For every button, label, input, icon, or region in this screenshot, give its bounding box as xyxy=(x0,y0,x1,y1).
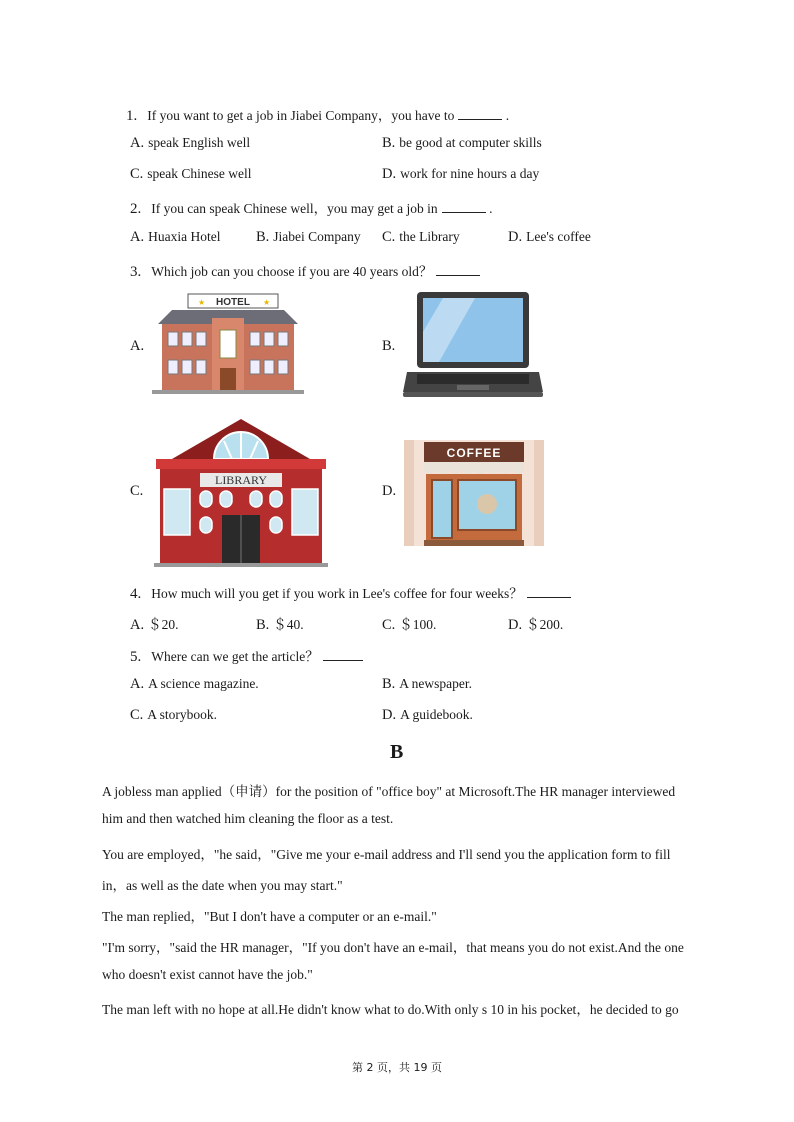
passage-line: who doesn't exist cannot have the job." xyxy=(102,967,313,982)
option-4c[interactable]: C. ＄100. xyxy=(382,617,437,633)
answer-blank xyxy=(442,200,486,213)
question-number: 4. xyxy=(130,586,142,602)
option-1a[interactable]: A. speak English well xyxy=(130,135,251,151)
page-footer: 第 2 页，共 19 页 xyxy=(352,1061,442,1074)
option-1c[interactable]: C. speak Chinese well xyxy=(130,166,252,182)
question-text: Where can we get the article？ xyxy=(151,649,319,664)
option-2b[interactable]: B. Jiabei Company xyxy=(256,229,361,245)
passage-line: him and then watched him cleaning the floor as a test. xyxy=(102,811,394,826)
option-3d[interactable]: D. xyxy=(382,483,397,499)
question-2-stem: 2. If you can speak Chinese well，you may get a job in . xyxy=(130,201,493,217)
library-image xyxy=(154,419,328,567)
question-3-stem xyxy=(130,260,480,281)
answer-blank xyxy=(323,648,363,661)
question-number: 5. xyxy=(130,649,142,665)
option-4d[interactable]: D. ＄200. xyxy=(508,617,564,633)
option-3c[interactable]: C. xyxy=(130,483,144,499)
option-2c[interactable]: C. the Library xyxy=(382,229,460,245)
passage-line: The man replied，"But I don't have a computer or an e-mail." xyxy=(102,909,437,924)
passage-line: The man left with no hope at all.He didn't know what to do.With only s 10 in his pocket，he decided to go xyxy=(102,1002,679,1017)
passage-line: A jobless man applied（申请）for the position of "office boy" at Microsoft.The HR manager interviewed xyxy=(102,784,676,799)
question-text: If you want to get a job in Jiabei Company，you have to xyxy=(147,108,455,123)
laptop-image xyxy=(403,292,543,400)
svg-text:★: ★ xyxy=(263,298,271,307)
option-4a[interactable]: A. ＄20. xyxy=(130,617,179,633)
question-number: 3. xyxy=(130,264,142,280)
question-text: Which job can you choose if you are 40 years old？ xyxy=(151,264,433,279)
svg-text:★: ★ xyxy=(198,298,206,307)
option-5b[interactable]: B. A newspaper. xyxy=(382,676,473,692)
option-1b[interactable]: B. be good at computer skills xyxy=(382,135,542,151)
library-sign-text: LIBRARY xyxy=(214,473,268,487)
question-5-stem xyxy=(130,645,363,666)
question-1-stem: 1. If you want to get a job in Jiabei Company，you have to . xyxy=(126,108,510,124)
option-5c[interactable]: C. A storybook. xyxy=(130,707,218,723)
option-5d[interactable]: D. A guidebook. xyxy=(382,707,473,723)
section-b-heading: B xyxy=(390,741,404,763)
question-number: 2. xyxy=(130,201,142,217)
question-4-stem xyxy=(130,582,571,603)
option-3b[interactable]: B. xyxy=(382,338,396,354)
question-text: How much will you get if you work in Lee's coffee for four weeks？ xyxy=(151,586,523,601)
passage-line: You are employed，"he said，"Give me your e-mail address and I'll send you the application form to fill xyxy=(102,847,671,862)
hotel-image xyxy=(152,292,304,398)
question-number: 1. xyxy=(126,108,138,124)
answer-blank xyxy=(458,107,502,120)
hotel-sign-text: HOTEL xyxy=(216,297,250,308)
option-3a[interactable]: A. xyxy=(130,338,145,354)
option-2d[interactable]: D. Lee's coffee xyxy=(508,229,591,245)
option-4b[interactable]: B. ＄40. xyxy=(256,617,304,633)
answer-blank xyxy=(527,585,571,598)
option-1d[interactable]: D. work for nine hours a day xyxy=(382,166,540,182)
passage-line: "I'm sorry，"said the HR manager，"If you don't have an e-mail，that means you do not exist.And the one xyxy=(102,940,684,955)
question-text: If you can speak Chinese well，you may get a job in xyxy=(151,201,438,216)
answer-blank xyxy=(436,263,480,276)
coffee-shop-image xyxy=(404,440,544,546)
option-2a[interactable]: A. Huaxia Hotel xyxy=(130,229,221,245)
coffee-sign-text: COFFEE xyxy=(446,446,502,460)
option-5a[interactable]: A. A science magazine. xyxy=(130,676,259,692)
passage-line: in，as well as the date when you may start." xyxy=(102,878,343,893)
